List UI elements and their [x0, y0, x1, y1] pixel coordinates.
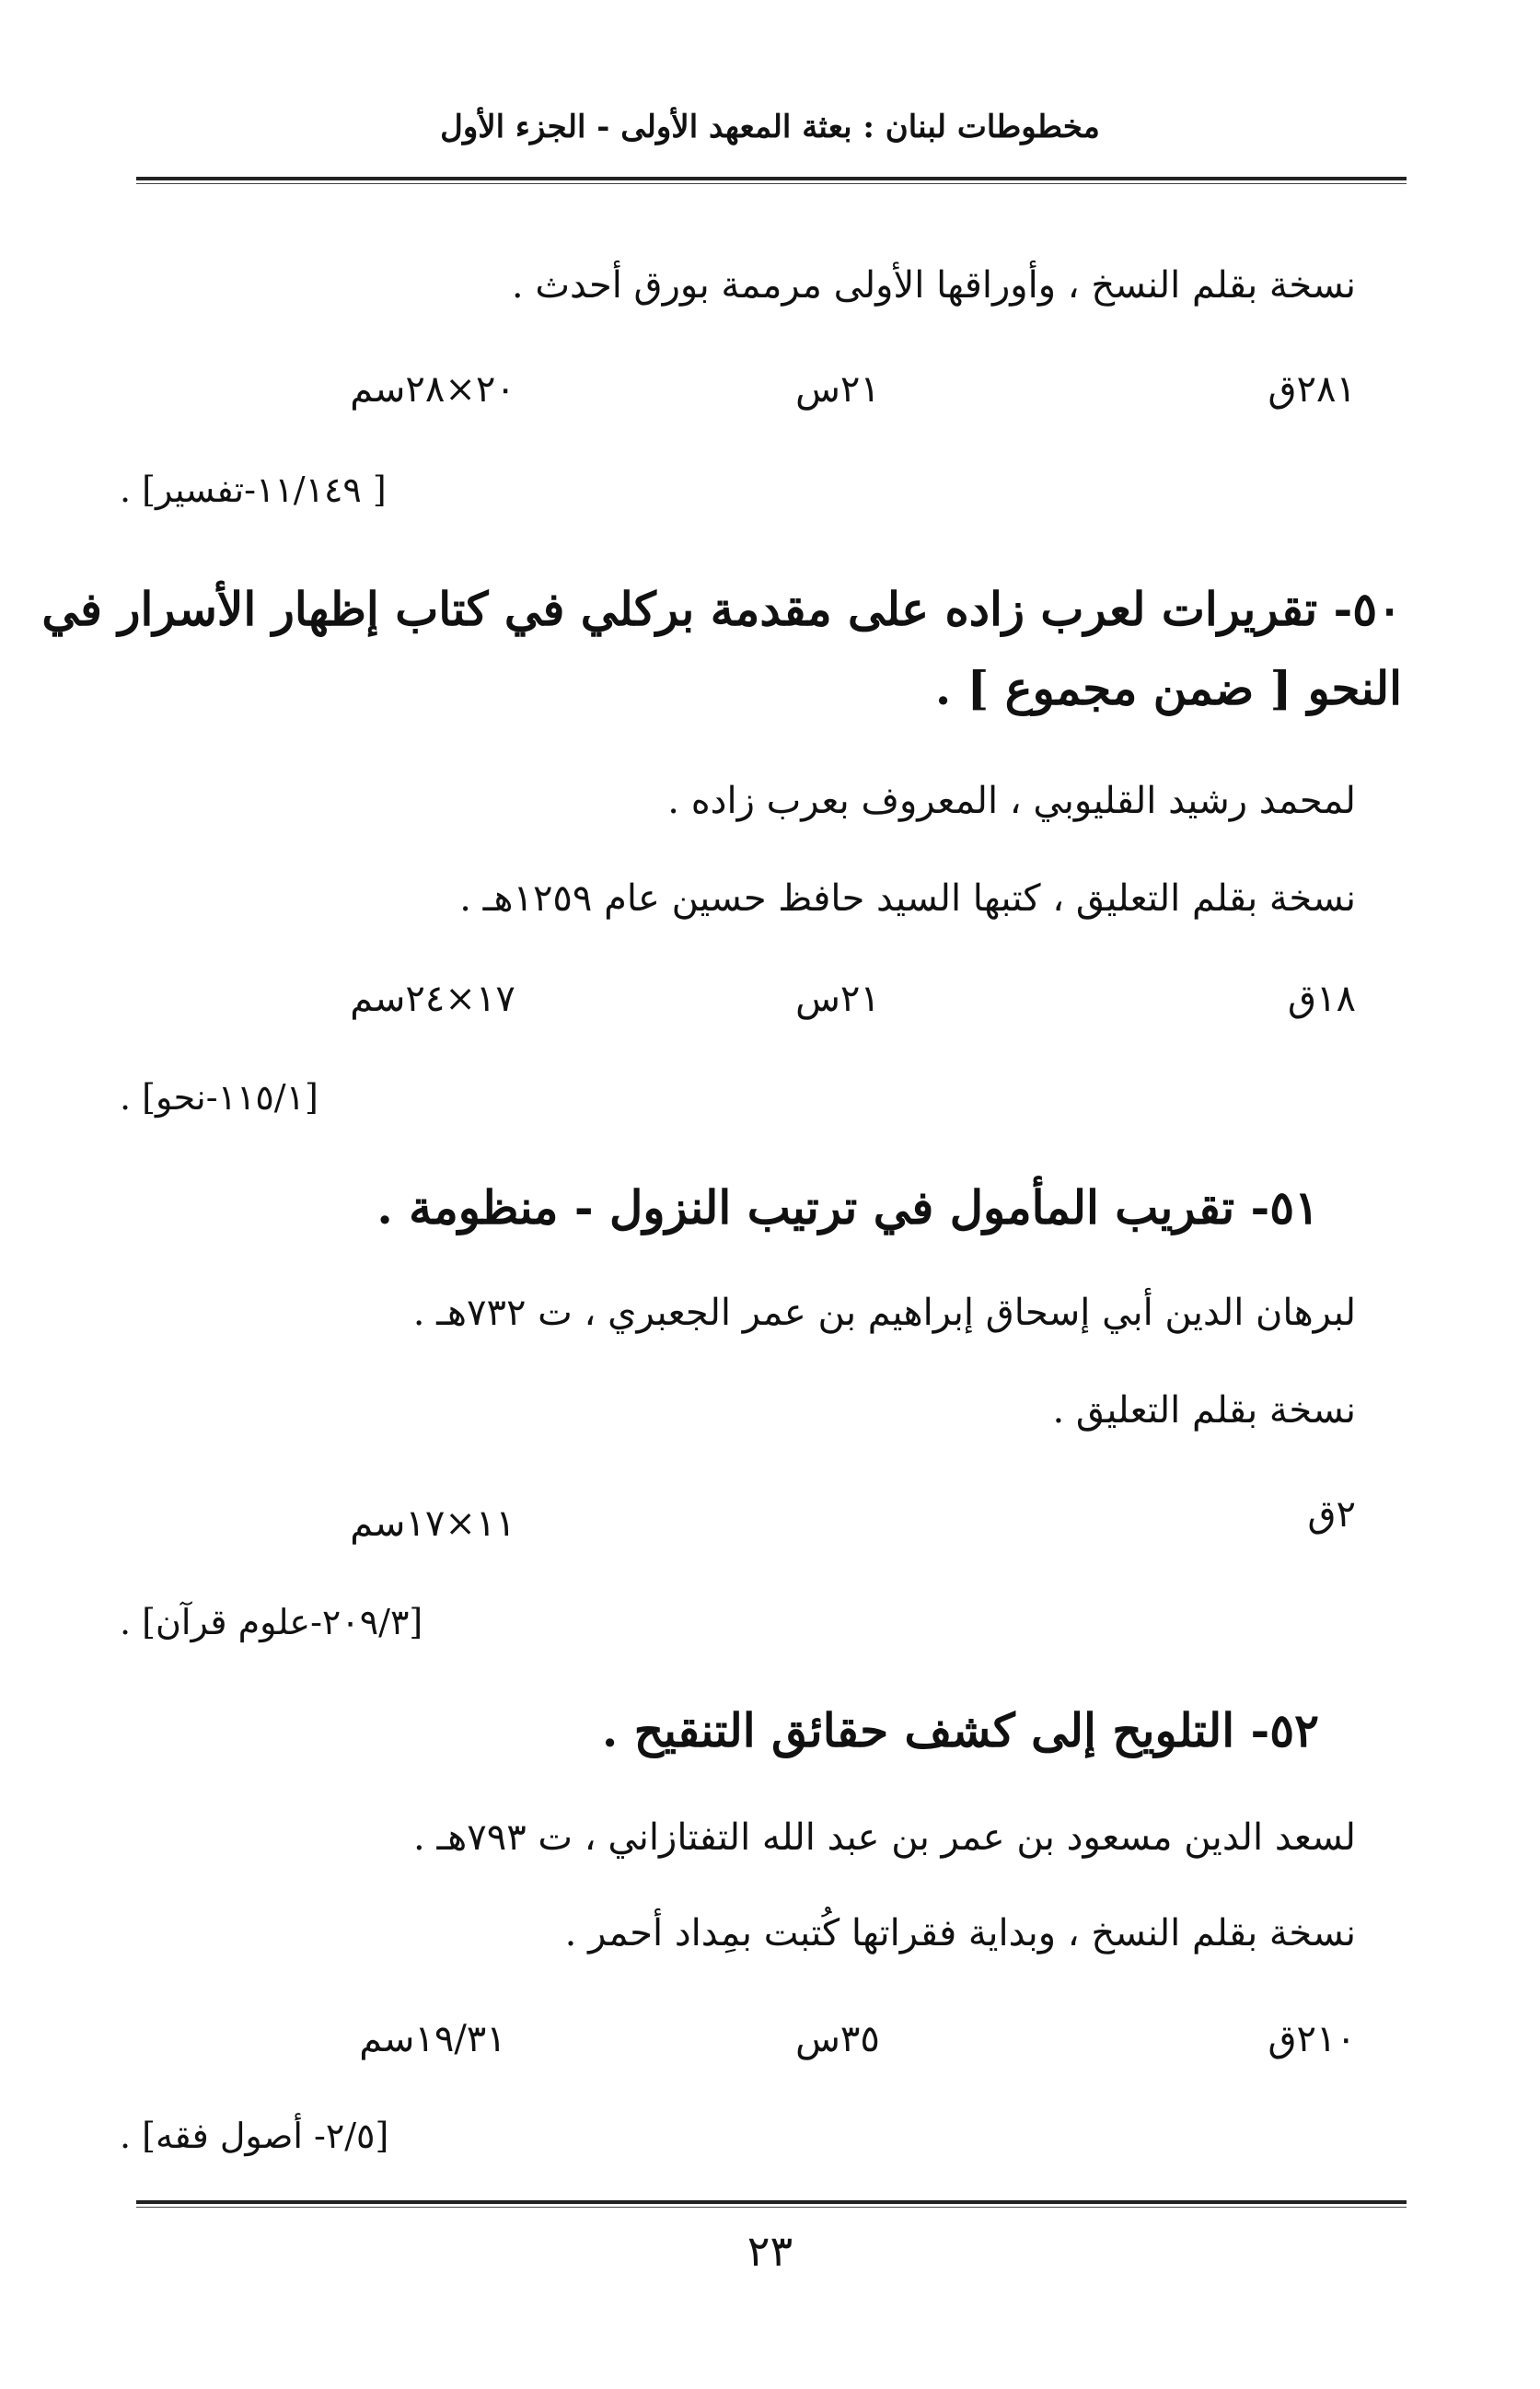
carryover-size: ٢٠×٢٨سم [350, 368, 515, 411]
entry-50-shelfmark: [١١٥/١-نحو] . [120, 1077, 318, 1118]
entry-51-title: ٥١- تقريب المأمول في ترتيب النزول - منظومة . [376, 1180, 1319, 1235]
entry-50-title-line2: النحو [ ضمن مجموع ] . [934, 661, 1402, 715]
entry-51-folios: ٢ق [1307, 1493, 1356, 1536]
entry-50-description: نسخة بقلم التعليق ، كتبها السيد حافظ حسين عام ١٢٥٩هـ . [459, 877, 1356, 920]
running-header: مخطوطات لبنان : بعثة المعهد الأولى - الجزء الأول [440, 109, 1100, 145]
entry-52-author: لسعد الدين مسعود بن عمر بن عبد الله التفتازاني ، ت ٧٩٣هـ . [413, 1816, 1356, 1859]
carryover-shelfmark: [ ١١/١٤٩-تفسير] . [120, 470, 387, 510]
entry-51-description: نسخة بقلم التعليق . [1052, 1389, 1356, 1432]
entry-50-folios: ١٨ق [1287, 978, 1356, 1020]
entry-51-size: ١١×١٧سم [350, 1502, 515, 1545]
footer-rule [136, 2200, 1407, 2208]
entry-51-author: لبرهان الدين أبي إسحاق إبراهيم بن عمر الجعبري ، ت ٧٣٢هـ . [412, 1292, 1356, 1334]
entry-50-lines: ٢١س [795, 978, 880, 1020]
entry-52-size: ١٩/٣١سم [359, 2018, 506, 2060]
page-number: ٢٣ [747, 2226, 793, 2276]
entry-52-lines: ٣٥س [795, 2018, 880, 2060]
carryover-description: نسخة بقلم النسخ ، وأوراقها الأولى مرممة بورق أحدث . [511, 264, 1356, 307]
entry-50-size: ١٧×٢٤سم [350, 978, 515, 1020]
entry-52-description: نسخة بقلم النسخ ، وبداية فقراتها كُتبت بمِداد أحمر . [564, 1912, 1356, 1954]
entry-52-folios: ٢١٠ق [1268, 2018, 1356, 2060]
entry-50-author: لمحمد رشيد القليوبي ، المعروف بعرب زاده . [667, 780, 1356, 822]
carryover-folios: ٢٨١ق [1268, 368, 1356, 411]
entry-52-shelfmark: [٢/٥- أصول فقه] . [120, 2116, 389, 2156]
header-rule [136, 177, 1407, 184]
entry-52-title: ٥٢- التلويح إلى كشف حقائق التنقيح . [601, 1703, 1319, 1757]
entry-51-shelfmark: [٢٠٩/٣-علوم قرآن] . [120, 1602, 423, 1642]
carryover-lines: ٢١س [795, 368, 880, 411]
entry-50-title-line1: ٥٠- تقريرات لعرب زاده على مقدمة بركلي في كتاب إظهار الأسرار في [41, 582, 1402, 636]
